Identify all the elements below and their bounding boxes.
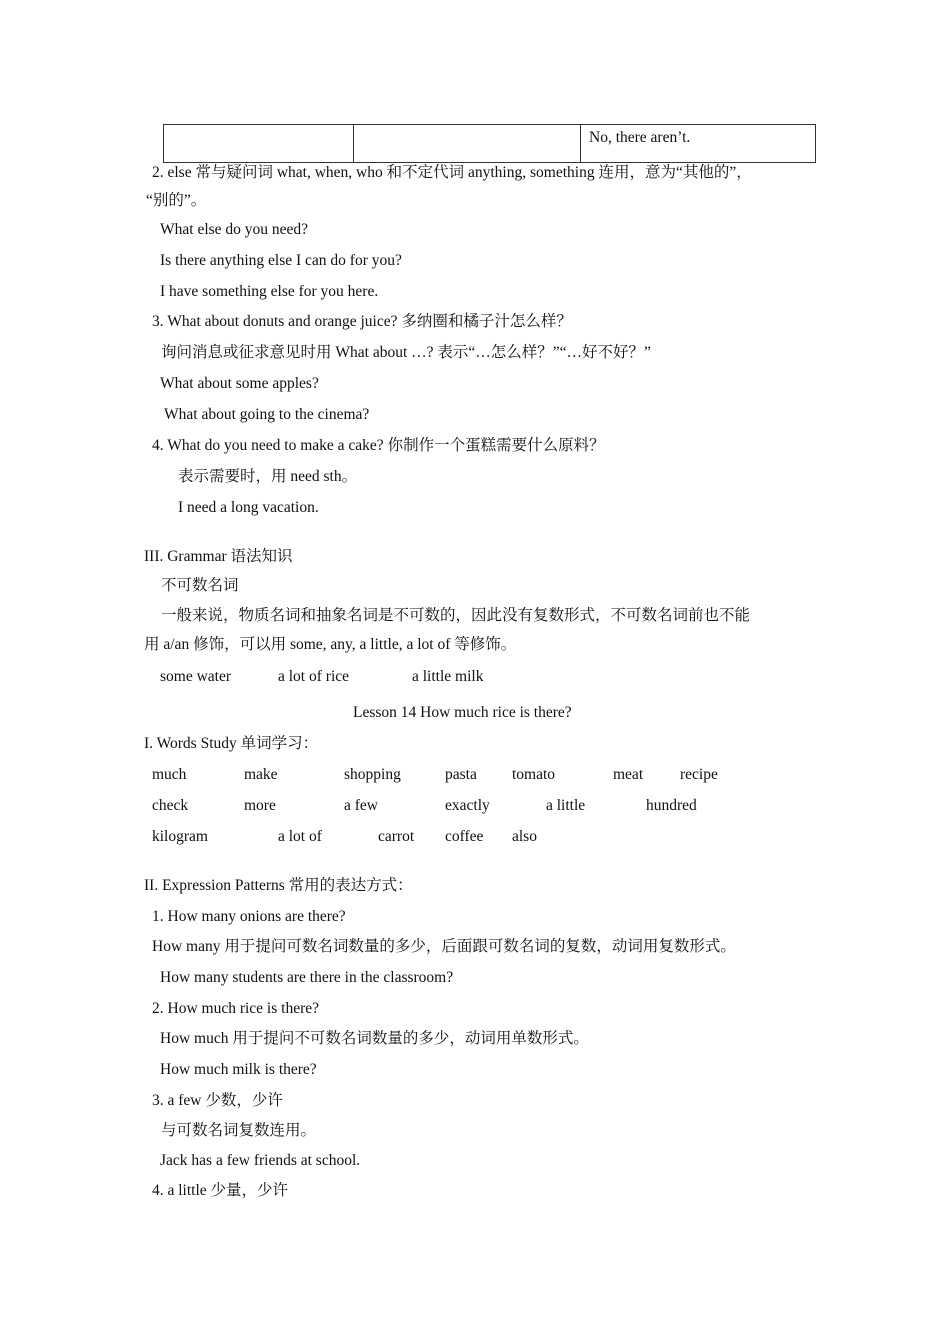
grammar-paragraph-line1: 一般来说，物质名词和抽象名词是不可数的，因此没有复数形式，不可数名词前也不能 [161, 607, 751, 624]
words-heading: I. Words Study 单词学习： [144, 735, 319, 752]
point-2-line2: “别的”。 [146, 192, 207, 209]
table-row [164, 125, 816, 163]
table-cell [354, 125, 581, 163]
example-sentence: I have something else for you here. [160, 283, 379, 300]
grammar-example: a little milk [412, 668, 484, 685]
example-sentence: How much milk is there? [160, 1061, 317, 1078]
vocab-word: coffee [445, 828, 484, 845]
expression-1: 1. How many onions are there? [152, 908, 346, 925]
example-sentence: I need a long vacation. [178, 499, 319, 516]
table-cell [164, 125, 354, 163]
grammar-paragraph-line2: 用 a/an 修饰，可以用 some, any, a little, a lot of 等修饰。 [144, 636, 517, 653]
point-3: 3. What about donuts and orange juice? 多纳圈和橘子汁怎么样？ [152, 313, 572, 330]
vocab-word: tomato [512, 766, 556, 783]
vocab-word: a lot of [278, 828, 322, 845]
expression-2: 2. How much rice is there? [152, 1000, 319, 1017]
vocab-word: a little [546, 797, 586, 814]
expression-1-note: How many 用于提问可数名词数量的多少，后面跟可数名词的复数，动词用复数形式。 [152, 938, 736, 955]
lesson-title: Lesson 14 How much rice is there? [353, 704, 572, 721]
example-sentence: What else do you need? [160, 221, 309, 238]
vocab-word: also [512, 828, 537, 845]
vocab-word: a few [344, 797, 378, 814]
vocab-word: recipe [680, 766, 718, 783]
vocab-word: make [244, 766, 278, 783]
grammar-example: a lot of rice [278, 668, 350, 685]
vocab-word: hundred [646, 797, 697, 814]
vocab-word: more [244, 797, 276, 814]
vocab-word: meat [613, 766, 644, 783]
table-cell: No, there aren’t. [581, 125, 816, 163]
point-3-note: 询问消息或征求意见时用 What about …? 表示“…怎么样？”“…好不好？” [161, 344, 651, 361]
grammar-example: some water [160, 668, 232, 685]
vocab-word: much [152, 766, 187, 783]
expression-heading: II. Expression Patterns 常用的表达方式： [144, 877, 413, 894]
vocab-word: kilogram [152, 828, 208, 845]
grammar-subheading: 不可数名词 [161, 577, 239, 594]
vocab-word: check [152, 797, 189, 814]
example-sentence: Jack has a few friends at school. [160, 1152, 361, 1169]
vocab-word: carrot [378, 828, 415, 845]
expression-3-note: 与可数名词复数连用。 [161, 1122, 317, 1139]
vocab-word: pasta [445, 766, 477, 783]
expression-4: 4. a little 少量，少许 [152, 1182, 289, 1199]
example-sentence: What about some apples? [160, 375, 319, 392]
expression-2-note: How much 用于提问不可数名词数量的多少，动词用单数形式。 [160, 1030, 589, 1047]
point-4-note: 表示需要时，用 need sth。 [178, 468, 358, 485]
example-sentence: Is there anything else I can do for you? [160, 252, 402, 269]
expression-3: 3. a few 少数，少许 [152, 1092, 283, 1109]
vocab-word: shopping [344, 766, 401, 783]
grammar-heading: III. Grammar 语法知识 [144, 548, 293, 565]
vocab-word: exactly [445, 797, 490, 814]
example-sentence: What about going to the cinema? [164, 406, 370, 423]
point-2-line1: 2. else 常与疑问词 what, when, who 和不定代词 anything, something 连用，意为“其他的”， [152, 164, 752, 181]
answer-table [163, 124, 816, 163]
example-sentence: How many students are there in the classroom? [160, 969, 454, 986]
point-4: 4. What do you need to make a cake? 你制作一个蛋糕需要什么原料？ [152, 437, 605, 454]
